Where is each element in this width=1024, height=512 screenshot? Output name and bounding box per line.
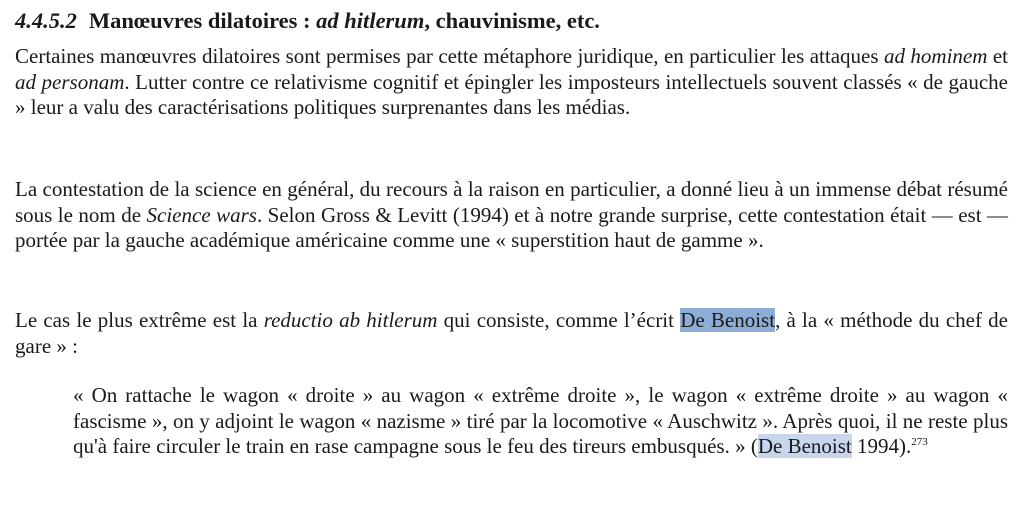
italic-term: Science wars <box>146 202 257 227</box>
text-run: Certaines manœuvres dilatoires sont permises par cette métaphore juridique, en particulier les attaques <box>15 44 884 68</box>
text-run: , à la « méthode du chef de gare » : <box>15 308 1009 358</box>
section-number: 4.4.5.2 <box>15 8 77 33</box>
text-run: La contestation de la science en général, du recours à la raison en particulier, a donné lieu à un immense débat résumé sous le nom de <box>15 177 1008 227</box>
paragraph-1 <box>15 44 1008 121</box>
text-run: . Selon Gross & Levitt (1994) et à notre grande surprise, cette contestation était — est — portée par la gauche académique américaine comme une « superstition haut de gamme ». <box>15 202 1008 252</box>
paragraph-2 <box>15 177 1008 254</box>
search-highlight-active[interactable]: De Benoist <box>680 308 776 332</box>
heading-italic: ad hitlerum <box>316 8 425 33</box>
italic-term: ad personam <box>15 69 125 94</box>
section-heading <box>15 7 1010 35</box>
block-quote <box>73 383 1008 460</box>
text-run: Le cas le plus extrême est la <box>15 308 264 332</box>
paragraph-3 <box>15 308 1008 359</box>
search-highlight[interactable]: De Benoist <box>757 434 852 458</box>
text-run: . Lutter contre ce relativisme cognitif et épingler les imposteurs intellectuels souvent classés « de gauche » leur a valu des caractérisations politiques surprenantes dans les médias. <box>15 69 1008 119</box>
text-run: « On rattache le wagon « droite » au wagon « extrême droite », le wagon « extrême droite » au wagon « fascisme », on y adjoint le wagon « nazisme » tiré par la locomotive « Auschwitz ». Après quoi, il ne reste plus qu'à faire circuler le train en rase campagne sous le feu des tireurs embusqués. » ( <box>73 383 1008 458</box>
heading-text: Manœuvres dilatoires : <box>88 8 317 33</box>
text-run: et <box>987 44 1008 68</box>
footnote-ref[interactable]: 273 <box>911 436 928 448</box>
text-run: 1994). <box>851 434 912 458</box>
italic-term: reductio ab hitlerum <box>263 308 438 332</box>
text-run: qui consiste, comme l’écrit <box>437 308 681 332</box>
heading-text-end: , chauvinisme, etc. <box>424 8 600 33</box>
italic-term: ad hominem <box>883 44 988 68</box>
